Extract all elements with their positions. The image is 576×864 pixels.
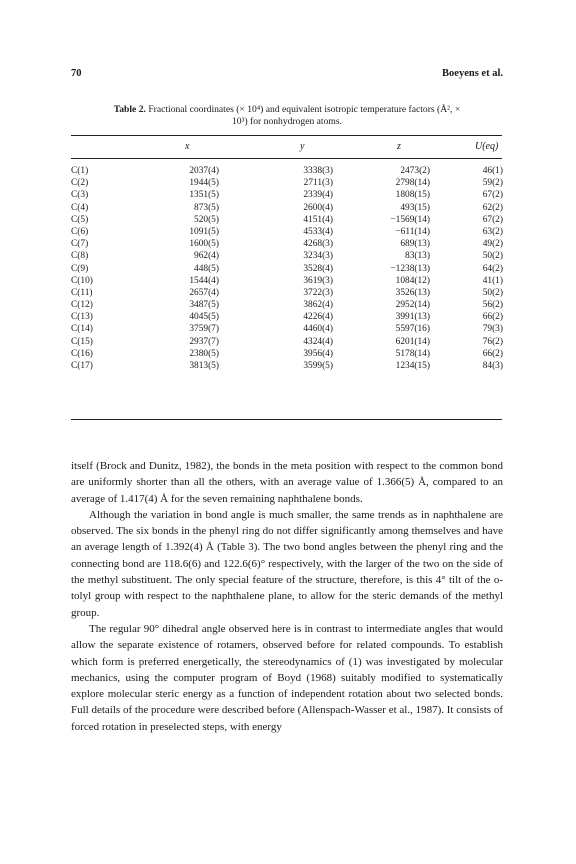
table-bottom-rule [71, 419, 502, 420]
cell-ueq: 66(2) [482, 348, 503, 359]
header-y: y [300, 141, 305, 152]
cell-y: 4226(4) [303, 312, 333, 323]
cell-ueq: 59(2) [482, 178, 503, 189]
cell-z: 689(13) [400, 239, 430, 250]
cell-y: 3338(3) [303, 166, 333, 176]
cell-z: 1808(15) [395, 190, 430, 201]
atom-label: C(14) [71, 324, 93, 335]
table-row [71, 215, 503, 227]
cell-z: 1234(15) [395, 361, 430, 371]
caption-line-1: Fractional coordinates (× 10⁴) and equivalent isotropic temperature factors (Å², × [148, 104, 461, 115]
cell-z: 83(13) [405, 251, 430, 262]
cell-y: 3234(3) [303, 251, 333, 262]
cell-z: 493(15) [400, 202, 430, 213]
table-row [71, 361, 503, 373]
running-head [71, 68, 503, 82]
paragraph-1: itself (Brock and Dunitz, 1982), the bonds in the meta position with respect to the common bond are uniformly shorter than all the others, with an average value of 1.366(5) Å, compared to an average of 1.417(4) Å for the seven remaining naphthalene bonds. [71, 460, 503, 505]
atom-label: C(13) [71, 312, 93, 323]
cell-z: 3991(13) [395, 312, 430, 323]
table-row [71, 264, 503, 276]
cell-x: 2657(4) [189, 287, 219, 298]
cell-z: 6201(14) [395, 336, 430, 347]
cell-x: 1944(5) [189, 178, 219, 189]
atom-label: C(8) [71, 251, 89, 262]
atom-label: C(5) [71, 214, 89, 225]
cell-x: 2380(5) [189, 348, 219, 359]
table-row [71, 337, 503, 349]
cell-x: 1544(4) [189, 275, 219, 286]
header-z: z [397, 141, 401, 152]
cell-ueq: 67(2) [482, 214, 503, 225]
atom-label: C(11) [71, 287, 93, 298]
cell-z: −1238(13) [390, 263, 430, 274]
cell-y: 2600(4) [303, 202, 333, 213]
header-u: U(eq) [475, 141, 499, 152]
cell-z: 2798(14) [395, 178, 430, 189]
table-row [71, 178, 503, 190]
atom-label: C(15) [71, 336, 93, 347]
cell-y: 4268(3) [303, 239, 333, 250]
cell-x: 520(5) [194, 214, 219, 225]
cell-ueq: 76(2) [482, 336, 503, 347]
cell-y: 4324(4) [303, 336, 333, 347]
table-caption [71, 104, 503, 128]
cell-ueq: 50(2) [482, 251, 503, 262]
atom-label: C(12) [71, 300, 93, 311]
cell-z: 2473(2) [400, 166, 430, 176]
cell-ueq: 46(1) [482, 166, 503, 176]
atom-label: C(17) [71, 361, 93, 371]
atom-label: C(1) [71, 166, 89, 176]
table-row [71, 300, 503, 312]
caption-line-2: 10³) for nonhydrogen atoms. [232, 116, 342, 127]
cell-ueq: 63(2) [482, 226, 503, 237]
cell-y: 2711(3) [303, 178, 333, 189]
cell-ueq: 67(2) [482, 190, 503, 201]
cell-ueq: 41(1) [482, 275, 503, 286]
cell-ueq: 49(2) [482, 239, 503, 250]
cell-ueq: 66(2) [482, 312, 503, 323]
cell-z: 5178(14) [395, 348, 430, 359]
table-row [71, 166, 503, 178]
cell-x: 1091(5) [189, 226, 219, 237]
cell-ueq: 50(2) [482, 287, 503, 298]
cell-ueq: 56(2) [482, 300, 503, 311]
cell-ueq: 62(2) [482, 202, 503, 213]
cell-x: 1600(5) [189, 239, 219, 250]
cell-z: −1569(14) [390, 214, 430, 225]
cell-y: 4460(4) [303, 324, 333, 335]
cell-z: −611(14) [395, 226, 430, 237]
table-row [71, 349, 503, 361]
header-x: x [185, 141, 190, 152]
cell-y: 3956(4) [303, 348, 333, 359]
cell-x: 448(5) [194, 263, 219, 274]
atom-label: C(2) [71, 178, 89, 189]
cell-z: 2952(14) [395, 300, 430, 311]
cell-y: 4533(4) [303, 226, 333, 237]
cell-ueq: 79(3) [482, 324, 503, 335]
atom-label: C(7) [71, 239, 89, 250]
cell-y: 2339(4) [303, 190, 333, 201]
cell-y: 4151(4) [303, 214, 333, 225]
table-row [71, 312, 503, 324]
paragraph-3: The regular 90° dihedral angle observed here is in contrast to intermediate angles that would allow the separate existence of rotamers, observed before for related compounds. To establish which form is preferred energetically, the stereodynamics of (1) was investigated by molecular mechanics, using the computer program of Boyd (1968) suitably modified to systematically explore molecular steric energy as a function of independent rotation about two selected bonds. Full details of the procedure were described before (Allenspach-Wasser et al., 1987). It consists of forced rotation in preselected steps, with energy [71, 622, 503, 733]
page-number: 70 [71, 68, 82, 79]
cell-z: 1084(12) [395, 275, 430, 286]
cell-y: 3722(3) [303, 287, 333, 298]
cell-x: 1351(5) [189, 190, 219, 201]
table-row [71, 288, 503, 300]
cell-y: 3528(4) [303, 263, 333, 274]
table-row [71, 239, 503, 251]
cell-y: 3862(4) [303, 300, 333, 311]
cell-x: 962(4) [194, 251, 219, 262]
cell-x: 2037(4) [189, 166, 219, 176]
table-row [71, 203, 503, 215]
running-head-authors: Boeyens et al. [442, 68, 503, 79]
cell-y: 3619(3) [303, 275, 333, 286]
coordinates-table [71, 166, 503, 373]
table-row [71, 324, 503, 336]
atom-label: C(6) [71, 226, 89, 237]
atom-label: C(10) [71, 275, 93, 286]
cell-z: 5597(16) [395, 324, 430, 335]
cell-x: 3759(7) [189, 324, 219, 335]
cell-x: 873(5) [194, 202, 219, 213]
table-top-rule [71, 135, 502, 136]
paragraph-2: Although the variation in bond angle is much smaller, the same trends as in naphthalene are observed. The six bonds in the phenyl ring do not differ significantly among themselves and have an average length of 1.392(4) Å (Table 3). The two bond angles between the phenyl ring and the connecting bond are 118.6(6) and 122.6(6)° respectively, with the larger of the two on the side of the methyl substituent. The only special feature of the structure, therefore, is this 4° tilt of the o-tolyl group with respect to the naphthalene plane, to allow for the steric demands of the methyl group. [71, 508, 503, 619]
table-label: Table 2. [113, 104, 146, 115]
body-text [71, 458, 503, 735]
cell-x: 3487(5) [189, 300, 219, 311]
table-header-rule [71, 158, 502, 159]
cell-x: 4045(5) [189, 312, 219, 323]
cell-ueq: 84(3) [482, 361, 503, 371]
atom-label: C(16) [71, 348, 93, 359]
cell-x: 2937(7) [189, 336, 219, 347]
table-row [71, 227, 503, 239]
cell-x: 3813(5) [189, 361, 219, 371]
atom-label: C(4) [71, 202, 89, 213]
table-row [71, 190, 503, 202]
table-row [71, 251, 503, 263]
cell-y: 3599(5) [303, 361, 333, 371]
table-row [71, 276, 503, 288]
atom-label: C(9) [71, 263, 89, 274]
atom-label: C(3) [71, 190, 89, 201]
cell-z: 3526(13) [395, 287, 430, 298]
cell-ueq: 64(2) [482, 263, 503, 274]
